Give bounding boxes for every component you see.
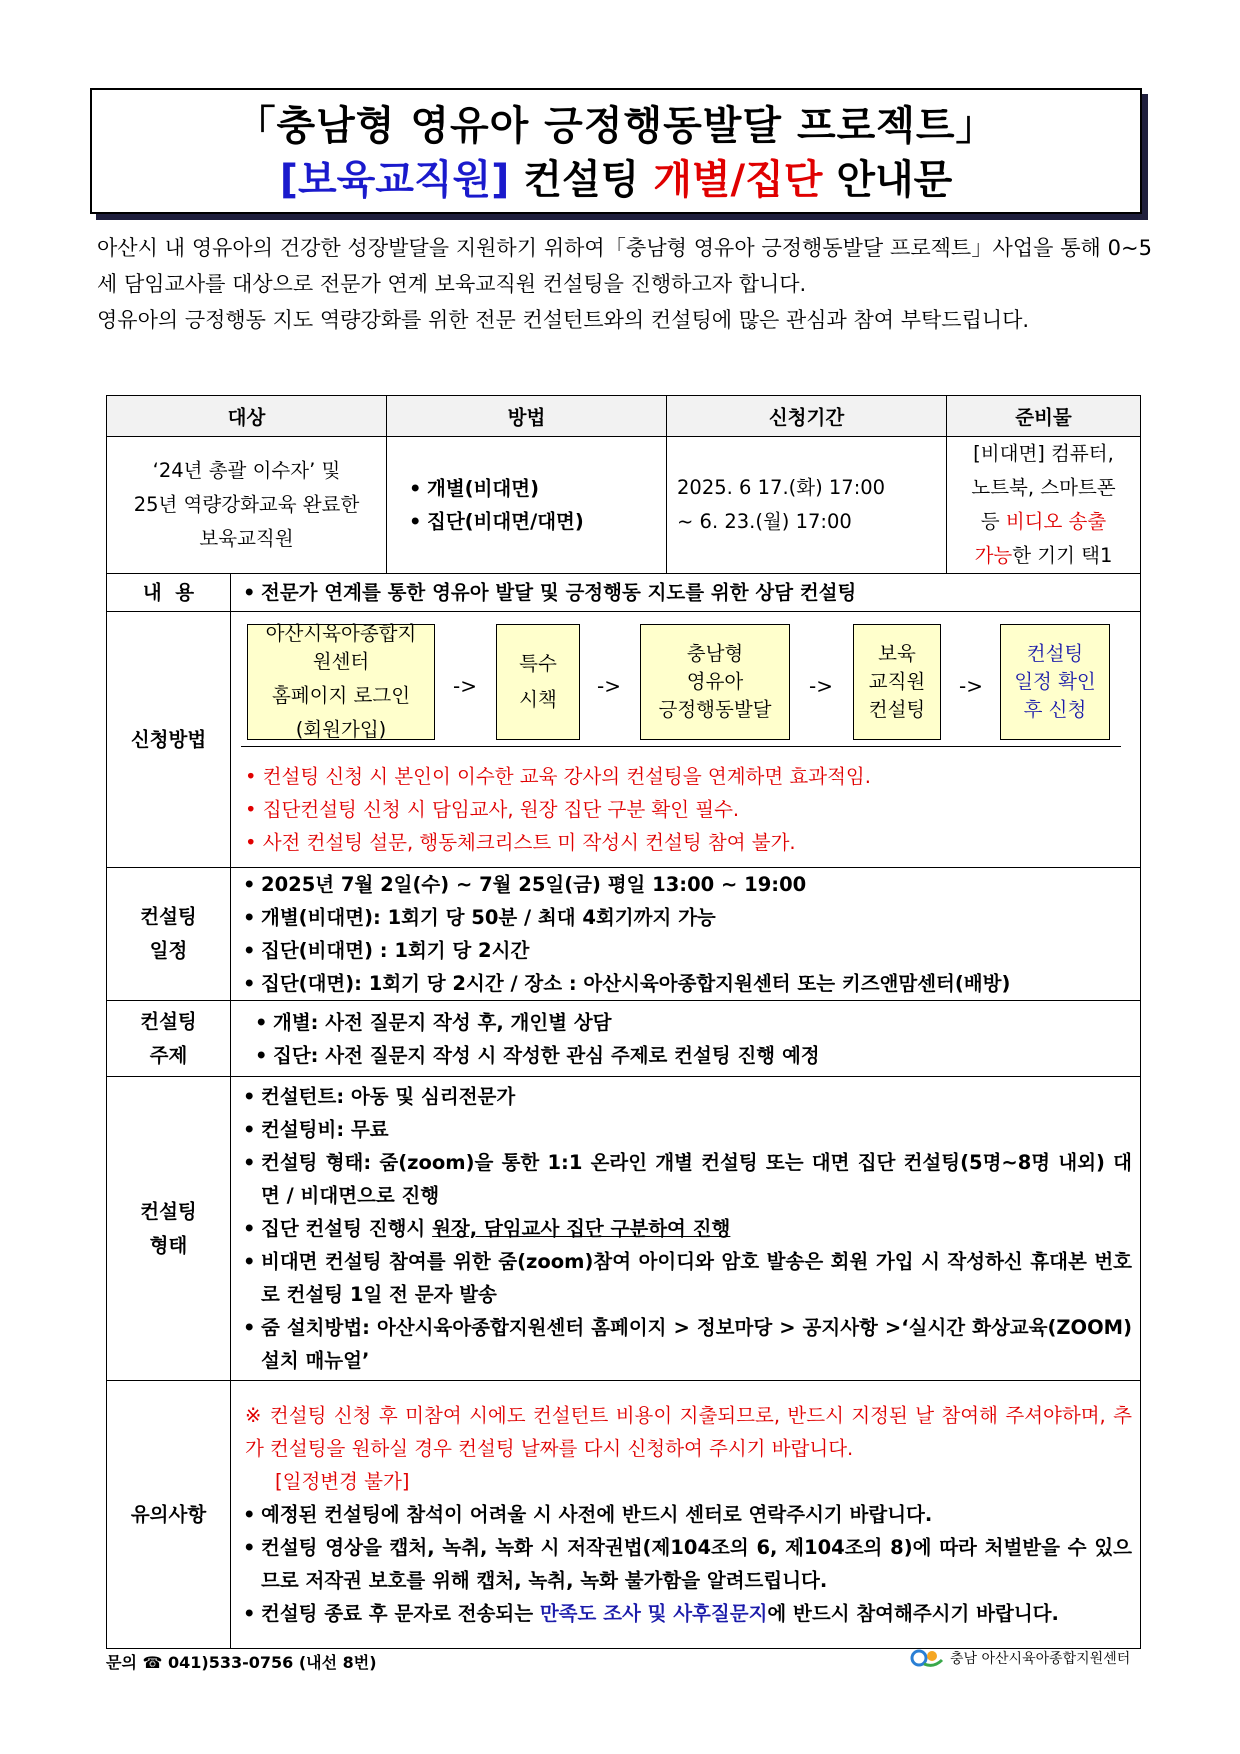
schedule-item: • 집단(비대면) : 1회기 당 2시간 — [261, 934, 1132, 967]
form-item: • 컨설턴트: 아동 및 심리전문가 — [261, 1080, 1132, 1113]
topic-label: 컨설팅 주제 — [107, 1001, 231, 1077]
arrow-icon: -> — [597, 674, 621, 698]
caution-label: 유의사항 — [107, 1381, 231, 1649]
form-item: • 줌 설치방법: 아산시육아종합지원센터 홈페이지 > 정보마당 > 공지사항 >‘실시간 화상교육(ZOOM) 설치 매뉴얼’ — [261, 1311, 1132, 1377]
step-text: 영유아 — [686, 670, 744, 693]
apply-note: • 컨설팅 신청 시 본인이 이수한 교육 강사의 컨설팅을 연계하면 효과적임. — [245, 765, 871, 788]
step-box-special — [496, 624, 580, 740]
prep-text: 등 — [980, 510, 1006, 533]
prep-line: 노트북, 스마트폰 — [971, 476, 1116, 499]
form-item: • 집단 컨설팅 진행시 원장, 담임교사 집단 구분하여 진행 — [261, 1212, 1132, 1245]
form-cell — [231, 1077, 1141, 1381]
step-text: 긍정행동발달 — [658, 698, 772, 721]
center-logo-icon — [910, 1648, 944, 1668]
title-type: 개별/집단 — [653, 157, 823, 203]
method-item: • 집단(비대면/대면) — [427, 505, 658, 538]
schedule-item: • 2025년 7월 2일(수) ~ 7월 25일(금) 평일 13:00 ~ 19:00 — [261, 868, 1132, 901]
org-logo — [910, 1648, 1130, 1668]
apply-flow — [231, 612, 1140, 752]
step-box-project — [640, 624, 790, 740]
schedule-label: 컨설팅 일정 — [107, 868, 231, 1001]
schedule-item: • 개별(비대면): 1회기 당 50분 / 최대 4회기까지 가능 — [261, 901, 1132, 934]
prep-text: 한 기기 택1 — [1012, 544, 1113, 567]
target-line: ‘24년 총괄 이수자’ 및 — [152, 459, 341, 482]
form-item: • 컨설팅 형태: 줌(zoom)을 통한 1:1 온라인 개별 컨설팅 또는 대면 집단 컨설팅(5명~8명 내외) 대면 / 비대면으로 진행 — [261, 1146, 1132, 1212]
header-target: 대상 — [107, 396, 387, 437]
step-text: 시책 — [519, 688, 557, 711]
title-consult: 컨설팅 — [509, 157, 654, 203]
info-table — [106, 395, 1141, 1649]
apply-notes — [231, 752, 1140, 867]
prep-highlight: 가능 — [974, 544, 1013, 567]
title-line2 — [92, 152, 1140, 208]
step-text: 컨설팅 — [868, 698, 926, 721]
caution-item: • 컨설팅 종료 후 문자로 전송되는 만족도 조사 및 사후질문지에 반드시 참여해주시기 바랍니다. — [261, 1597, 1132, 1630]
arrow-icon: -> — [809, 674, 833, 698]
step-text: 교직원 — [868, 670, 926, 693]
topic-cell — [231, 1001, 1141, 1077]
contact-info: 문의 ☎ 041)533-0756 (내선 8번) — [106, 1653, 377, 1672]
form-item: • 컨설팅비: 무료 — [261, 1113, 1132, 1146]
intro — [97, 230, 1152, 338]
step-text: 홈페이지 로그인 — [271, 684, 411, 707]
step-text: 특수 — [519, 652, 557, 675]
step-text: 일정 확인 — [1014, 670, 1096, 693]
step-text: 보육 — [878, 642, 916, 665]
title-target: [보육교직원] — [279, 157, 510, 203]
org-name: 충남 아산시육아종합지원센터 — [950, 1651, 1131, 1667]
period-line: ~ 6. 23.(월) 17:00 — [677, 510, 852, 533]
prep-line: [비대면] 컴퓨터, — [973, 442, 1114, 465]
step-text: 컨설팅 — [1026, 642, 1084, 665]
schedule-cell — [231, 868, 1141, 1001]
schedule-item: • 집단(대면): 1회기 당 2시간 / 장소 : 아산시육아종합지원센터 또는 키즈앤맘센터(배방) — [261, 967, 1132, 1000]
header-method: 방법 — [387, 396, 667, 437]
step-text: 충남형 — [686, 642, 744, 665]
step-text: (회원가입) — [295, 718, 387, 741]
caution-warning: ※ 컨설팅 신청 후 미참여 시에도 컨설턴트 비용이 지출되므로, 반드시 지정된 날 참여해 주셔야하며, 추가 컨설팅을 원하실 경우 컨설팅 날짜를 다시 신청하여 주시기 바랍니다. [일정변경 불가] — [245, 1404, 1132, 1493]
step-box-apply — [1000, 624, 1110, 740]
apply-label: 신청방법 — [107, 612, 231, 868]
topic-item: • 개별: 사전 질문지 작성 후, 개인별 상담 — [273, 1006, 1132, 1039]
period-cell — [667, 437, 947, 574]
target-line: 25년 역량강화교육 완료한 — [133, 493, 360, 516]
header-period: 신청기간 — [667, 396, 947, 437]
caution-cell — [231, 1381, 1141, 1649]
step-text: 후 신청 — [1023, 698, 1087, 721]
step-text: 아산시육아종합지 — [265, 622, 417, 645]
target-cell — [107, 437, 387, 574]
form-label: 컨설팅 형태 — [107, 1077, 231, 1381]
apply-note: • 사전 컨설팅 설문, 행동체크리스트 미 작성시 컨설팅 참여 불가. — [245, 831, 796, 854]
prep-highlight: 비디오 송출 — [1005, 510, 1107, 533]
prep-line — [947, 505, 1140, 539]
target-line: 보육교직원 — [199, 527, 294, 550]
method-cell — [387, 437, 667, 574]
period-line: 2025. 6 17.(화) 17:00 — [677, 476, 886, 499]
prep-line — [947, 539, 1140, 573]
topic-item: • 집단: 사전 질문지 작성 시 작성한 관심 주제로 컨설팅 진행 예정 — [273, 1039, 1132, 1072]
caution-item: • 예정된 컨설팅에 참석이 어려울 시 사전에 반드시 센터로 연락주시기 바랍니다. — [261, 1498, 1132, 1531]
method-item: • 개별(비대면) — [427, 472, 658, 505]
content-text: • 전문가 연계를 통한 영유아 발달 및 긍정행동 지도를 위한 상담 컨설팅 — [261, 576, 1132, 609]
arrow-icon: -> — [453, 674, 477, 698]
title-notice: 안내문 — [822, 157, 953, 203]
header-prep: 준비물 — [947, 396, 1141, 437]
caution-item: • 컨설팅 영상을 캡처, 녹취, 녹화 시 저작권법(제104조의 6, 제104조의 8)에 따라 처벌받을 수 있으므로 저작권 보호를 위해 캡처, 녹취, 녹화 불가함을 알려드립니다. — [261, 1531, 1132, 1597]
intro-paragraph-2: 영유아의 긍정행동 지도 역량강화를 위한 전문 컨설턴트와의 컨설팅에 많은 관심과 참여 부탁드립니다. — [97, 308, 1030, 332]
divider — [241, 746, 1121, 747]
step-box-consult — [853, 624, 941, 740]
content-cell — [231, 574, 1141, 612]
apply-note: • 집단컨설팅 신청 시 담임교사, 원장 집단 구분 확인 필수. — [245, 798, 740, 821]
title-box — [90, 88, 1142, 214]
apply-cell — [231, 612, 1141, 868]
title-line1: 「충남형 영유아 긍정행동발달 프로젝트」 — [235, 103, 997, 149]
arrow-icon: -> — [959, 674, 983, 698]
content-label: 내 용 — [107, 574, 231, 612]
intro-paragraph-1: 아산시 내 영유아의 건강한 성장발달을 지원하기 위하여「충남형 영유아 긍정행동발달 프로젝트」사업을 통해 0~5세 담임교사를 대상으로 전문가 연계 보육교직원 컨설팅을 진행하고자 합니다. — [97, 236, 1152, 296]
prep-cell — [947, 437, 1141, 574]
step-box-login — [247, 624, 435, 740]
step-text: 원센터 — [312, 650, 370, 673]
form-item: • 비대면 컨설팅 참여를 위한 줌(zoom)참여 아이디와 암호 발송은 회원 가입 시 작성하신 휴대본 번호로 컨설팅 1일 전 문자 발송 — [261, 1245, 1132, 1311]
